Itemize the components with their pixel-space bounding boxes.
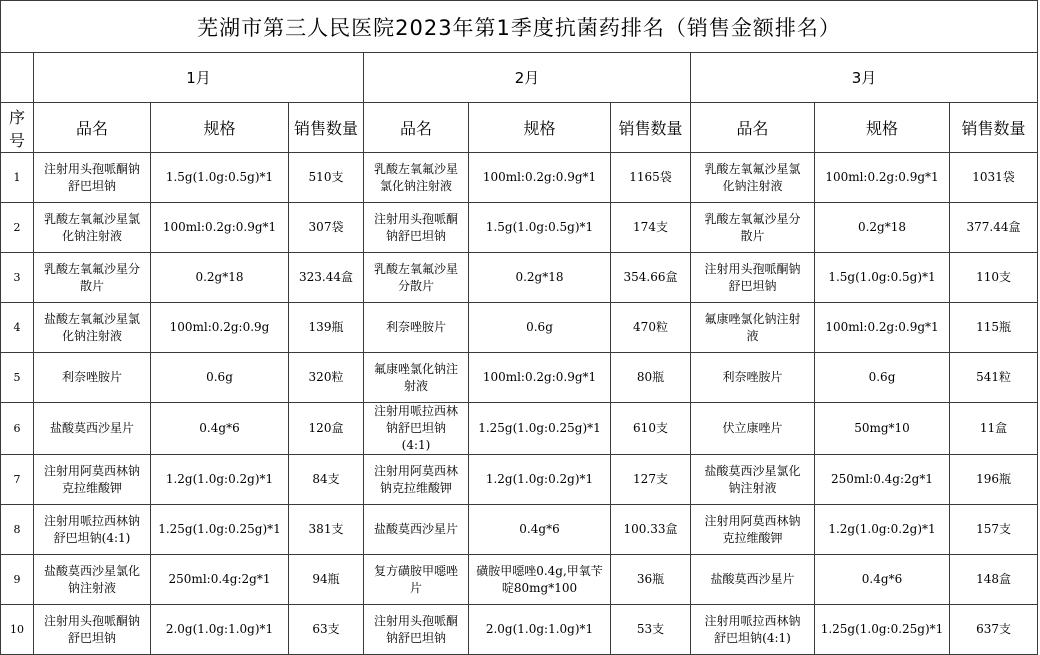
qty-cell: 120盒: [289, 403, 364, 455]
rank-cell: 2: [1, 203, 34, 253]
drug-name-cell: 注射用头孢哌酮钠舒巴坦钠: [364, 203, 469, 253]
qty-cell: 84支: [289, 455, 364, 505]
spec-cell: 1.5g(1.0g:0.5g)*1: [469, 203, 611, 253]
spec-cell: 0.4g*6: [469, 505, 611, 555]
qty-cell: 510支: [289, 153, 364, 203]
col-header-qty: 销售数量: [950, 103, 1038, 153]
drug-name-cell: 利奈唑胺片: [364, 303, 469, 353]
drug-name-cell: 复方磺胺甲噁唑片: [364, 555, 469, 605]
qty-cell: 94瓶: [289, 555, 364, 605]
qty-cell: 157支: [950, 505, 1038, 555]
drug-name-cell: 氟康唑氯化钠注射液: [691, 303, 815, 353]
qty-cell: 637支: [950, 605, 1038, 655]
spec-cell: 1.25g(1.0g:0.25g)*1: [469, 403, 611, 455]
qty-cell: 1165袋: [611, 153, 691, 203]
spec-cell: 100ml:0.2g:0.9g: [151, 303, 289, 353]
qty-cell: 80瓶: [611, 353, 691, 403]
drug-name-cell: 注射用阿莫西林钠克拉维酸钾: [691, 505, 815, 555]
qty-cell: 53支: [611, 605, 691, 655]
drug-name-cell: 盐酸左氧氟沙星氯化钠注射液: [34, 303, 151, 353]
qty-cell: 354.66盒: [611, 253, 691, 303]
table-row: [1, 605, 1038, 655]
qty-cell: 323.44盒: [289, 253, 364, 303]
spec-cell: 0.6g: [151, 353, 289, 403]
qty-cell: 100.33盒: [611, 505, 691, 555]
spec-cell: 1.25g(1.0g:0.25g)*1: [151, 505, 289, 555]
drug-name-cell: 盐酸莫西沙星片: [34, 403, 151, 455]
corner-cell: [1, 53, 34, 103]
spec-cell: 0.2g*18: [151, 253, 289, 303]
col-header-spec: 规格: [151, 103, 289, 153]
drug-name-cell: 利奈唑胺片: [34, 353, 151, 403]
qty-cell: 320粒: [289, 353, 364, 403]
spec-cell: 0.6g: [469, 303, 611, 353]
col-header-spec: 规格: [815, 103, 950, 153]
table-row: [1, 253, 1038, 303]
spec-cell: 磺胺甲噁唑0.4g,甲氧苄啶80mg*100: [469, 555, 611, 605]
spec-cell: 2.0g(1.0g:1.0g)*1: [469, 605, 611, 655]
month-header-3: 3月: [691, 53, 1038, 103]
col-header-index: 序号: [1, 103, 34, 153]
table-row: [1, 353, 1038, 403]
qty-cell: 610支: [611, 403, 691, 455]
drug-name-cell: 注射用哌拉西林钠舒巴坦钠(4:1): [691, 605, 815, 655]
spec-cell: 250ml:0.4g:2g*1: [151, 555, 289, 605]
rank-cell: 7: [1, 455, 34, 505]
title-row: [1, 1, 1038, 53]
table-row: [1, 505, 1038, 555]
qty-cell: 470粒: [611, 303, 691, 353]
qty-cell: 541粒: [950, 353, 1038, 403]
rank-cell: 1: [1, 153, 34, 203]
spec-cell: 100ml:0.2g:0.9g*1: [815, 303, 950, 353]
col-header-name: 品名: [691, 103, 815, 153]
drug-name-cell: 乳酸左氧氟沙星分散片: [34, 253, 151, 303]
rank-cell: 4: [1, 303, 34, 353]
drug-name-cell: 盐酸莫西沙星片: [691, 555, 815, 605]
qty-cell: 11盒: [950, 403, 1038, 455]
qty-cell: 307袋: [289, 203, 364, 253]
spec-cell: 1.2g(1.0g:0.2g)*1: [815, 505, 950, 555]
drug-name-cell: 注射用头孢哌酮钠舒巴坦钠: [364, 605, 469, 655]
spec-cell: 1.5g(1.0g:0.5g)*1: [815, 253, 950, 303]
drug-name-cell: 注射用阿莫西林钠克拉维酸钾: [364, 455, 469, 505]
spec-cell: 1.25g(1.0g:0.25g)*1: [815, 605, 950, 655]
month-header-2: 2月: [364, 53, 691, 103]
spec-cell: 2.0g(1.0g:1.0g)*1: [151, 605, 289, 655]
qty-cell: 377.44盒: [950, 203, 1038, 253]
rank-cell: 3: [1, 253, 34, 303]
spec-cell: 100ml:0.2g:0.9g*1: [815, 153, 950, 203]
spec-cell: 1.2g(1.0g:0.2g)*1: [151, 455, 289, 505]
qty-cell: 1031袋: [950, 153, 1038, 203]
qty-cell: 196瓶: [950, 455, 1038, 505]
month-header-row: [1, 53, 1038, 103]
col-header-qty: 销售数量: [289, 103, 364, 153]
drug-name-cell: 注射用头孢哌酮钠舒巴坦钠: [34, 605, 151, 655]
rank-cell: 9: [1, 555, 34, 605]
spec-cell: 1.5g(1.0g:0.5g)*1: [151, 153, 289, 203]
table-row: [1, 403, 1038, 455]
month-header-1: 1月: [34, 53, 364, 103]
col-header-name: 品名: [34, 103, 151, 153]
table-row: [1, 303, 1038, 353]
rank-cell: 8: [1, 505, 34, 555]
qty-cell: 110支: [950, 253, 1038, 303]
drug-name-cell: 伏立康唑片: [691, 403, 815, 455]
spec-cell: 0.4g*6: [815, 555, 950, 605]
column-header-row: [1, 103, 1038, 153]
table-title: 芜湖市第三人民医院2023年第1季度抗菌药排名（销售金额排名）: [1, 1, 1038, 53]
drug-name-cell: 盐酸莫西沙星氯化钠注射液: [34, 555, 151, 605]
drug-name-cell: 注射用阿莫西林钠克拉维酸钾: [34, 455, 151, 505]
drug-name-cell: 乳酸左氧氟沙星氯化钠注射液: [364, 153, 469, 203]
qty-cell: 381支: [289, 505, 364, 555]
table-row: [1, 153, 1038, 203]
rank-cell: 10: [1, 605, 34, 655]
qty-cell: 148盒: [950, 555, 1038, 605]
drug-name-cell: 注射用头孢哌酮钠舒巴坦钠: [691, 253, 815, 303]
drug-name-cell: 盐酸莫西沙星片: [364, 505, 469, 555]
spec-cell: 100ml:0.2g:0.9g*1: [151, 203, 289, 253]
col-header-qty: 销售数量: [611, 103, 691, 153]
table-row: [1, 203, 1038, 253]
spec-cell: 100ml:0.2g:0.9g*1: [469, 353, 611, 403]
qty-cell: 139瓶: [289, 303, 364, 353]
drug-name-cell: 氟康唑氯化钠注射液: [364, 353, 469, 403]
drug-name-cell: 注射用头孢哌酮钠舒巴坦钠: [34, 153, 151, 203]
rank-cell: 5: [1, 353, 34, 403]
col-header-name: 品名: [364, 103, 469, 153]
drug-name-cell: 注射用哌拉西林钠舒巴坦钠(4:1): [34, 505, 151, 555]
table-row: [1, 555, 1038, 605]
spec-cell: 50mg*10: [815, 403, 950, 455]
drug-name-cell: 乳酸左氧氟沙星氯化钠注射液: [34, 203, 151, 253]
rank-cell: 6: [1, 403, 34, 455]
spec-cell: 0.2g*18: [815, 203, 950, 253]
spec-cell: 100ml:0.2g:0.9g*1: [469, 153, 611, 203]
qty-cell: 36瓶: [611, 555, 691, 605]
col-header-spec: 规格: [469, 103, 611, 153]
drug-name-cell: 乳酸左氧氟沙星分散片: [691, 203, 815, 253]
drug-name-cell: 盐酸莫西沙星氯化钠注射液: [691, 455, 815, 505]
spec-cell: 250ml:0.4g:2g*1: [815, 455, 950, 505]
spec-cell: 1.2g(1.0g:0.2g)*1: [469, 455, 611, 505]
spec-cell: 0.4g*6: [151, 403, 289, 455]
qty-cell: 127支: [611, 455, 691, 505]
drug-name-cell: 利奈唑胺片: [691, 353, 815, 403]
spec-cell: 0.2g*18: [469, 253, 611, 303]
drug-name-cell: 乳酸左氧氟沙星分散片: [364, 253, 469, 303]
qty-cell: 115瓶: [950, 303, 1038, 353]
qty-cell: 63支: [289, 605, 364, 655]
drug-name-cell: 乳酸左氧氟沙星氯化钠注射液: [691, 153, 815, 203]
table-row: [1, 455, 1038, 505]
qty-cell: 174支: [611, 203, 691, 253]
drug-name-cell: 注射用哌拉西林钠舒巴坦钠(4:1): [364, 403, 469, 455]
spec-cell: 0.6g: [815, 353, 950, 403]
